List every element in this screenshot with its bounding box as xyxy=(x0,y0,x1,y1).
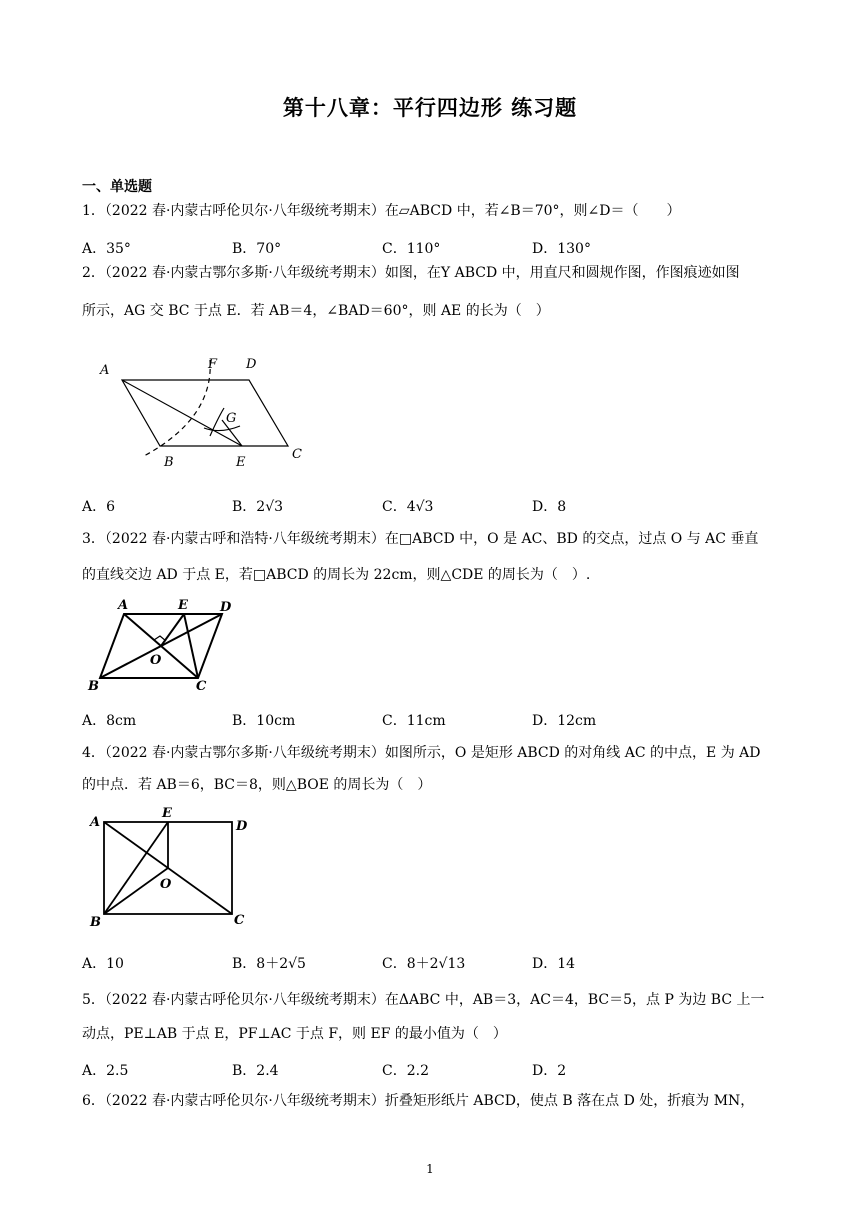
label-b: B xyxy=(90,915,101,930)
option-a: A．35° xyxy=(82,241,131,257)
figure-parallelogram-perpendicular xyxy=(84,596,244,694)
label-e: E xyxy=(236,455,246,470)
option-b: B．10cm xyxy=(232,713,296,729)
segment-be xyxy=(104,822,168,914)
label-c: C xyxy=(234,913,245,928)
option-b: B．70° xyxy=(232,241,282,257)
option-b: B．8＋2√5 xyxy=(232,956,306,972)
question-5-line-1: 5．（2022 春·内蒙古呼伦贝尔·八年级统考期末）在ΔABC 中，AB＝3，AC＝4，BC＝5，点 P 为边 BC 上一 xyxy=(82,992,765,1008)
question-6 xyxy=(82,1086,782,1116)
label-o: O xyxy=(150,653,162,668)
segment-ae xyxy=(122,380,242,446)
section-heading: 一、单选题 xyxy=(82,179,152,195)
question-2-options xyxy=(82,496,782,518)
option-c: C．2.2 xyxy=(382,1063,429,1079)
question-3 xyxy=(82,524,782,590)
page-number: 1 xyxy=(426,1162,434,1176)
label-e: E xyxy=(178,598,188,613)
option-d: D．14 xyxy=(532,956,576,972)
question-5-line-2: 动点，PE⊥AB 于点 E，PF⊥AC 于点 F，则 EF 的最小值为（ ） xyxy=(82,1026,507,1042)
figure-parallelogram-construction xyxy=(92,348,322,478)
option-a: A．6 xyxy=(82,499,116,515)
question-1 xyxy=(82,196,782,226)
question-5 xyxy=(82,985,782,1049)
label-o: O xyxy=(160,877,172,892)
label-e: E xyxy=(162,806,172,821)
question-1-text: 1．（2022 春·内蒙古呼伦贝尔·八年级统考期末）在▱ABCD 中，若∠B＝70°，则∠D＝（ ） xyxy=(82,203,681,219)
question-4 xyxy=(82,738,782,800)
question-2 xyxy=(82,258,782,326)
question-3-options xyxy=(82,710,782,732)
question-4-line-2: 的中点．若 AB＝6，BC＝8，则△BOE 的周长为（ ） xyxy=(82,777,432,793)
option-d: D．12cm xyxy=(532,713,597,729)
label-g: G xyxy=(226,411,237,426)
option-c: C．110° xyxy=(382,241,441,257)
label-d: D xyxy=(220,600,232,615)
option-d: D．8 xyxy=(532,499,567,515)
parallelogram-abcd xyxy=(122,380,288,446)
figure-rectangle-diagonals xyxy=(86,804,256,930)
label-b: B xyxy=(88,679,99,694)
question-1-options xyxy=(82,238,782,260)
option-c: C．8＋2√13 xyxy=(382,956,466,972)
question-4-options xyxy=(82,953,782,975)
label-f: F xyxy=(208,357,218,372)
option-a: A．10 xyxy=(82,956,124,972)
arc-bf xyxy=(144,360,210,456)
label-b: B xyxy=(164,455,174,470)
label-a: A xyxy=(100,363,110,378)
question-3-line-1: 3．（2022 春·内蒙古呼和浩特·八年级统考期末）在□ABCD 中，O 是 AC、BD 的交点，过点 O 与 AC 垂直 xyxy=(82,531,759,547)
option-a: A．2.5 xyxy=(82,1063,129,1079)
option-d: D．130° xyxy=(532,241,591,257)
option-d: D．2 xyxy=(532,1063,567,1079)
label-d: D xyxy=(236,819,248,834)
option-b: B．2.4 xyxy=(232,1063,279,1079)
option-a: A．8cm xyxy=(82,713,137,729)
segment-eo xyxy=(161,614,184,646)
option-b: B．2√3 xyxy=(232,499,284,515)
question-3-line-2: 的直线交边 AD 于点 E，若□ABCD 的周长为 22cm，则△CDE 的周长为（ ）. xyxy=(82,567,591,583)
option-c: C．4√3 xyxy=(382,499,434,515)
label-d: D xyxy=(246,357,257,372)
question-5-options xyxy=(82,1060,782,1082)
question-2-line-1: 2．（2022 春·内蒙古鄂尔多斯·八年级统考期末）如图，在Y ABCD 中，用直尺和圆规作图，作图痕迹如图 xyxy=(82,265,740,281)
question-2-line-2: 所示，AG 交 BC 于点 E．若 AB＝4，∠BAD＝60°，则 AE 的长为（ ） xyxy=(82,303,550,319)
option-c: C．11cm xyxy=(382,713,446,729)
label-c: C xyxy=(196,679,207,694)
page-title: 第十八章：平行四边形 练习题 xyxy=(282,95,578,120)
question-4-line-1: 4．（2022 春·内蒙古鄂尔多斯·八年级统考期末）如图所示，O 是矩形 ABCD 的对角线 AC 的中点，E 为 AD xyxy=(82,745,761,761)
label-a: A xyxy=(90,815,101,830)
label-a: A xyxy=(118,598,129,613)
label-c: C xyxy=(292,447,302,462)
segment-bo xyxy=(104,868,168,914)
question-6-line-1: 6．（2022 春·内蒙古呼伦贝尔·八年级统考期末）折叠矩形纸片 ABCD，使点 B 落在点 D 处，折痕为 MN， xyxy=(82,1093,755,1109)
